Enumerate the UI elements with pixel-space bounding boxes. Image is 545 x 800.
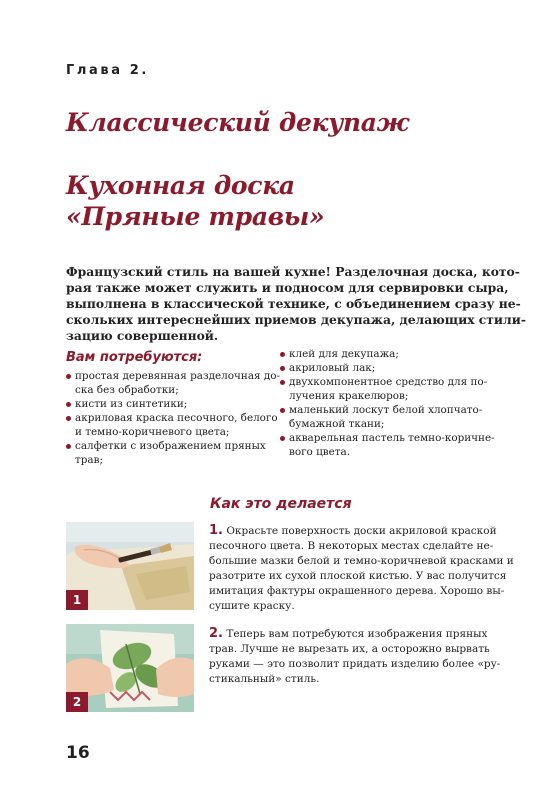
- list-item-line: вого цвета.: [289, 446, 351, 458]
- list-item: [66, 439, 271, 467]
- chapter-label: Глава 2.: [66, 63, 149, 78]
- step-number: 2.: [209, 626, 223, 641]
- project-title: [66, 170, 324, 232]
- materials-list-right: [280, 347, 495, 459]
- page-number: 16: [66, 743, 90, 763]
- list-item-line: акриловый лак;: [289, 362, 376, 374]
- bullet-icon: [280, 408, 285, 413]
- intro-line: рая также может служить и подносом для сервировки сыра,: [66, 280, 509, 295]
- how-to-heading: Как это делается: [210, 496, 352, 512]
- intro-line: скольких интереснейших приемов декупажа, делающих стили-: [66, 312, 526, 327]
- list-item-line: лучения кракелюров;: [289, 390, 409, 402]
- page-title: Классический декупаж: [66, 108, 410, 137]
- materials-list-left: [66, 369, 281, 467]
- bullet-icon: [280, 380, 285, 385]
- list-item: [66, 411, 278, 439]
- step-line: сушите краску.: [209, 600, 295, 612]
- list-item-line: акриловая краска песочного, белого: [75, 412, 278, 424]
- step-1-photo: [66, 522, 194, 610]
- step-line: большие мазки белой и темно-коричневой красками и: [209, 555, 514, 567]
- list-item-line: и темно-коричневого цвета;: [75, 426, 230, 438]
- list-item: [66, 369, 281, 397]
- bullet-icon: [66, 444, 71, 449]
- step-badge: 1: [66, 590, 88, 610]
- project-title-line: Кухонная доска: [66, 171, 295, 200]
- step-line: разотрите их сухой плоской кистью. У вас получится: [209, 570, 507, 582]
- list-item: [280, 375, 490, 403]
- intro-paragraph: [66, 264, 526, 344]
- step-badge: 2: [66, 692, 88, 712]
- bullet-icon: [280, 366, 285, 371]
- bullet-icon: [280, 436, 285, 441]
- list-item-line: двухкомпонентное средство для по-: [289, 376, 488, 388]
- intro-line: Французский стиль на вашей кухне! Разделочная доска, кото-: [66, 264, 520, 279]
- intro-line: зацию совершенной.: [66, 328, 219, 343]
- step-2-photo: [66, 624, 194, 712]
- list-item-line: простая деревянная разделочная до-: [75, 370, 281, 382]
- list-item: [280, 361, 490, 375]
- step-line: стикальный» стиль.: [209, 673, 320, 685]
- step-line: [209, 523, 497, 539]
- project-title-line: «Пряные травы»: [66, 202, 325, 231]
- intro-line: выполнена в классической технике, с объединением сразу не-: [66, 296, 521, 311]
- materials-heading: Вам потребуются:: [66, 350, 203, 365]
- step-1-text: [209, 523, 514, 614]
- bullet-icon: [66, 402, 71, 407]
- list-item-line: кисти из синтетики;: [75, 398, 188, 410]
- list-item: [66, 397, 271, 411]
- list-item-line: трав;: [75, 454, 103, 466]
- list-item-line: клей для декупажа;: [289, 348, 399, 360]
- list-item-line: ска без обработки;: [75, 384, 179, 396]
- list-item: [280, 403, 490, 431]
- list-item-line: бумажной ткани;: [289, 418, 385, 430]
- step-line: песочного цвета. В некоторых местах сделайте не-: [209, 540, 494, 552]
- list-item-line: акварельная пастель темно-коричне-: [289, 432, 495, 444]
- step-line: руками — это позволит придать изделию более «ру-: [209, 658, 501, 670]
- list-item-line: маленький лоскут белой хлопчато-: [289, 404, 483, 416]
- step-line: [209, 626, 491, 642]
- step-line-text: Теперь вам потребуются изображения пряных: [226, 628, 488, 640]
- list-item: [280, 431, 495, 459]
- list-item-line: салфетки с изображением пряных: [75, 440, 266, 452]
- bullet-icon: [280, 352, 285, 357]
- step-line: трав. Лучше не вырезать их, а осторожно вырвать: [209, 643, 490, 655]
- list-item: [280, 347, 490, 361]
- bullet-icon: [66, 374, 71, 379]
- bullet-icon: [66, 416, 71, 421]
- step-2-text: [209, 626, 501, 687]
- step-line-text: Окрасьте поверхность доски акриловой краской: [226, 525, 497, 537]
- step-number: 1.: [209, 523, 223, 538]
- step-line: имитация фактуры окрашенного дерева. Хорошо вы-: [209, 585, 505, 597]
